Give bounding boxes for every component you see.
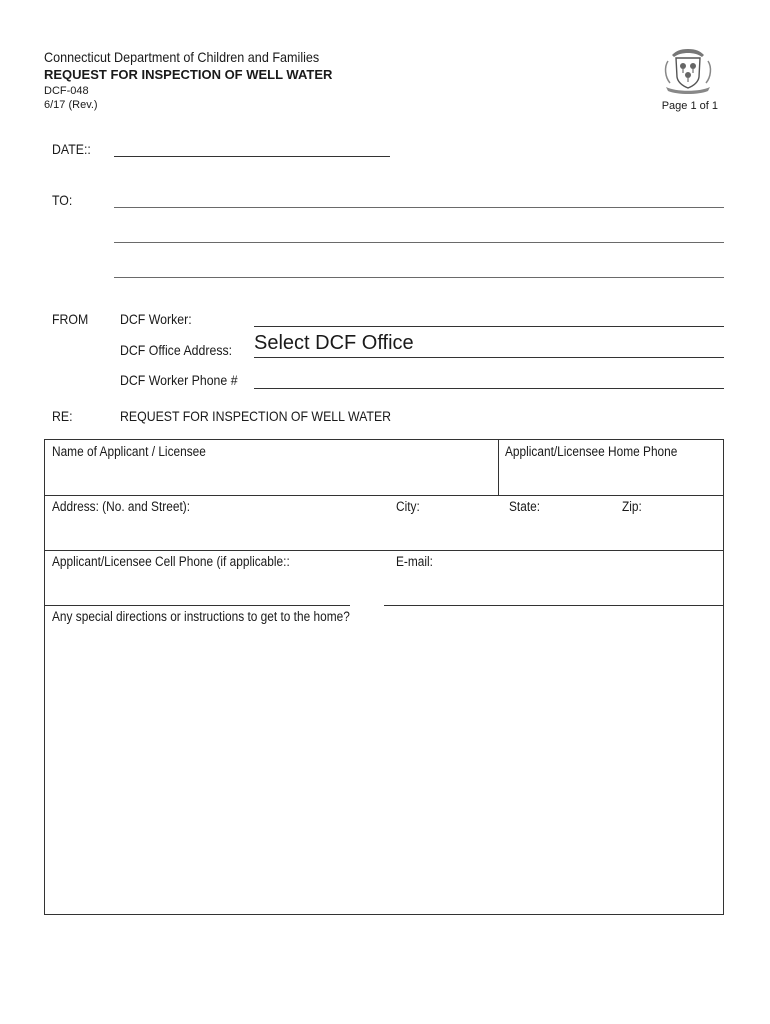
to-input-line-3[interactable] xyxy=(114,277,724,278)
email-label: E-mail: xyxy=(396,554,433,569)
cell-phone-input[interactable] xyxy=(45,572,350,604)
home-phone-input[interactable] xyxy=(499,462,723,494)
applicant-name-input[interactable] xyxy=(45,462,497,494)
home-phone-label: Applicant/Licensee Home Phone xyxy=(505,444,678,459)
applicant-name-label: Name of Applicant / Licensee xyxy=(52,444,206,459)
dcf-worker-input-line[interactable] xyxy=(254,326,724,327)
email-input[interactable] xyxy=(392,572,723,604)
dcf-office-address-label: DCF Office Address: xyxy=(120,342,233,358)
re-value: REQUEST FOR INSPECTION OF WELL WATER xyxy=(120,408,392,424)
dcf-worker-phone-input-line[interactable] xyxy=(254,388,724,389)
dcf-office-select[interactable]: Select DCF Office xyxy=(254,331,724,355)
re-label: RE: xyxy=(52,408,73,424)
from-label: FROM xyxy=(52,311,89,327)
state-label: State: xyxy=(509,499,541,514)
date-label: DATE:: xyxy=(52,141,91,157)
address-label: Address: (No. and Street): xyxy=(52,499,191,514)
dcf-office-input-line xyxy=(254,357,724,358)
to-input-line-2[interactable] xyxy=(114,242,724,243)
form-revision: 6/17 (Rev.) xyxy=(44,99,98,111)
city-input[interactable] xyxy=(392,517,497,549)
zip-input[interactable] xyxy=(618,517,723,549)
zip-label: Zip: xyxy=(622,499,642,514)
to-input-line-1[interactable] xyxy=(114,207,724,208)
state-input[interactable] xyxy=(505,517,610,549)
date-input-line[interactable] xyxy=(114,156,390,157)
directions-label: Any special directions or instructions to get to the home? xyxy=(52,609,350,624)
page-indicator: Page 1 of 1 xyxy=(661,100,718,112)
department-name: Connecticut Department of Children and Families xyxy=(44,49,320,65)
table-row-divider xyxy=(44,605,350,606)
address-input[interactable] xyxy=(45,517,385,549)
directions-textarea[interactable] xyxy=(45,630,723,914)
to-label: TO: xyxy=(52,192,73,208)
dcf-worker-label: DCF Worker: xyxy=(120,311,192,327)
dcf-worker-phone-label: DCF Worker Phone # xyxy=(120,372,238,388)
form-number: DCF-048 xyxy=(44,85,89,97)
state-seal-icon xyxy=(658,45,718,95)
form-title: REQUEST FOR INSPECTION OF WELL WATER xyxy=(44,67,333,82)
city-label: City: xyxy=(396,499,420,514)
table-row-divider xyxy=(384,605,724,606)
cell-phone-label: Applicant/Licensee Cell Phone (if applicable:: xyxy=(52,554,290,569)
table-row-divider xyxy=(44,495,724,496)
table-row-divider xyxy=(44,550,724,551)
